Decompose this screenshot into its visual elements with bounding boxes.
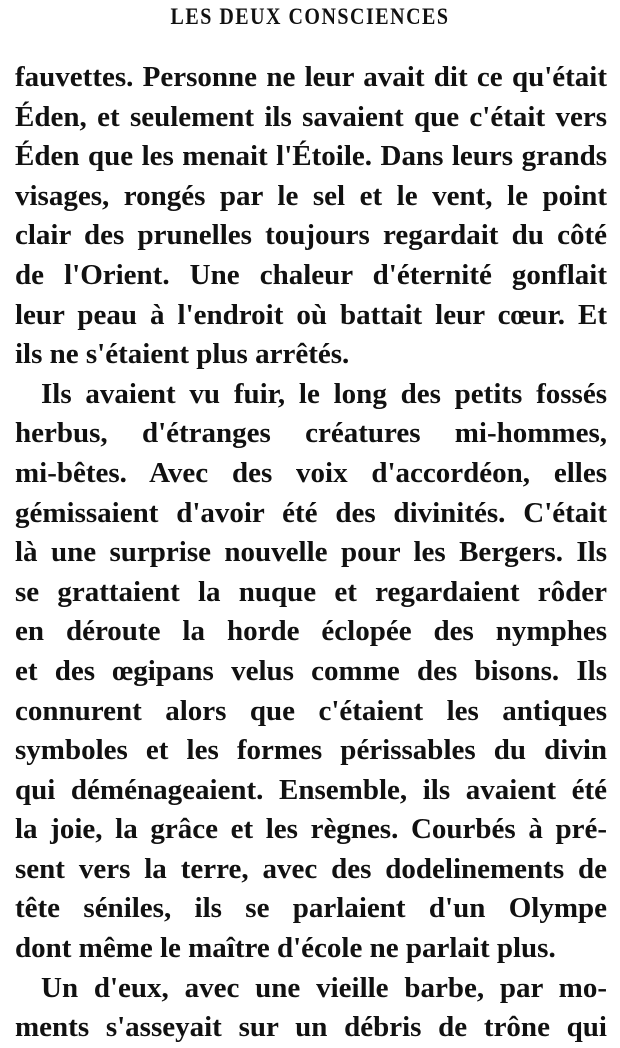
text-line: se grattaient la nuque et regardaient rôder [15, 575, 607, 608]
text-line: qui déménageaient. Ensemble, ils avaient été [15, 773, 607, 806]
text-line: et des œgipans velus comme des bisons. Ils [15, 654, 607, 687]
text-line: ments s'asseyait sur un débris de trône qui [15, 1011, 607, 1044]
text-line: sent vers la terre, avec des dodelinements de [15, 852, 607, 885]
text-line: en déroute la horde éclopée des nymphes [15, 615, 607, 648]
text-line: Ils avaient vu fuir, le long des petits fossés [41, 377, 607, 410]
text-line: symboles et les formes périssables du divin [15, 734, 607, 767]
body-text [15, 58, 607, 1048]
text-line: Éden que les menait l'Étoile. Dans leurs grands [15, 140, 607, 173]
running-head: LES DEUX CONSCIENCES [170, 4, 450, 30]
text-line: leur peau à l'endroit où battait leur cœur. Et [15, 298, 607, 331]
text-line: fauvettes. Personne ne leur avait dit ce qu'était [15, 61, 607, 93]
text-line: là une surprise nouvelle pour les Bergers. Ils [15, 536, 607, 569]
text-line: dont même le maître d'école ne parlait plus. [15, 932, 556, 965]
text-line: Éden, et seulement ils savaient que c'était vers [15, 100, 607, 133]
text-line: mi-bêtes. Avec des voix d'accordéon, elles [15, 456, 607, 489]
text-line: Un d'eux, avec une vieille barbe, par mo- [41, 971, 607, 1004]
text-line: visages, rongés par le sel et le vent, le point [15, 179, 607, 212]
text-line: herbus, d'étranges créatures mi-hommes, [15, 417, 607, 450]
text-line: ils ne s'étaient plus arrêtés. [15, 338, 350, 371]
text-line: de l'Orient. Une chaleur d'éternité gonflait [15, 258, 607, 291]
text-line: la joie, la grâce et les règnes. Courbés à pré- [15, 813, 607, 846]
text-line: tête séniles, ils se parlaient d'un Olympe [15, 892, 607, 925]
text-line: connurent alors que c'étaient les antiques [15, 694, 607, 727]
text-line: clair des prunelles toujours regardait du côté [15, 219, 607, 252]
text-line: gémissaient d'avoir été des divinités. C'était [15, 496, 607, 529]
